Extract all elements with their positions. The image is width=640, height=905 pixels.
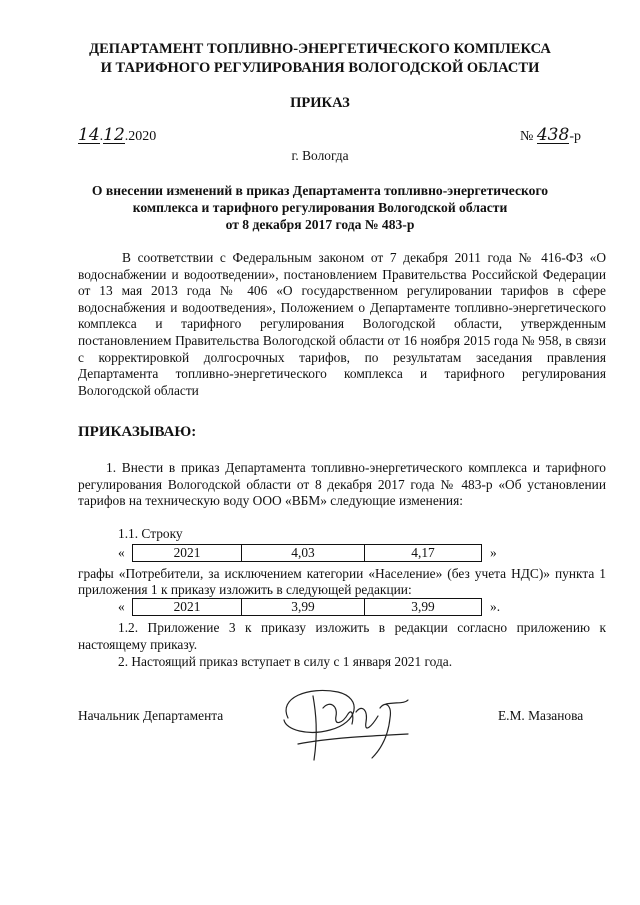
quote-open: «: [118, 545, 125, 560]
title-line-3: от 8 декабря 2017 года № 483-р: [225, 217, 415, 232]
date-day: 14: [78, 125, 100, 145]
old-values-cells: [132, 544, 482, 562]
item-1-1-label: 1.1. Строку: [118, 526, 183, 541]
city: г. Вологда: [291, 148, 349, 163]
quote-close-new: ».: [490, 599, 501, 614]
title-line-1: О внесении изменений в приказ Департамента топливно-энергетического: [91, 183, 549, 198]
middle-paragraph: графы «Потребители, за исключением категории «Население» (без учета НДС)» пункта 1 приложения 1 к приказу изложить в следующей редакции:: [78, 566, 606, 597]
quote-open-new: «: [118, 599, 125, 614]
handwritten-signature-icon: [268, 678, 418, 768]
order-date: [78, 125, 157, 145]
signatory-position: Начальник Департамента: [78, 708, 224, 723]
old-value-1-cell: 4,03: [242, 545, 365, 561]
new-value-2-cell: 3,99: [411, 599, 435, 614]
table-row-old: [118, 544, 497, 562]
item-2-paragraph: 2. Настоящий приказ вступает в силу с 1 января 2021 года.: [118, 654, 453, 669]
new-year-cell: 2021: [133, 599, 242, 615]
org-line-2: И ТАРИФНОГО РЕГУЛИРОВАНИЯ ВОЛОГОДСКОЙ ОБЛАСТИ: [100, 60, 540, 76]
date-year: .2020: [124, 129, 157, 144]
preamble-paragraph: В соответствии с Федеральным законом от 7 декабря 2011 года № 416-ФЗ «О водоснабжении и водоотведении», постановлением Правительства Российской Федерации от 13 мая 2013 года № 406 «О государственном регулировании тарифов в сфере водоснабжения и водоотведения», Положением о Департаменте топливно-энергетического комплекса и тарифного регулирования Вологодской области, утвержденным постановлением Правительства Вологодской области от 16 ноября 2015 года № 958, в связи с корректировкой долгосрочных тарифов, по результатам заседания правления Департамента топливно-энергетического комплекса и тарифного регулирования Вологодской области: [78, 250, 606, 398]
table-row-new: [118, 598, 500, 616]
organization-name: [40, 40, 600, 78]
org-line-1: ДЕПАРТАМЕНТ ТОПЛИВНО-ЭНЕРГЕТИЧЕСКОГО КОМПЛЕКСА: [89, 41, 551, 57]
signatory-name: Е.М. Мазанова: [498, 708, 584, 723]
order-title: [40, 182, 600, 233]
quote-close: »: [490, 545, 497, 560]
date-sep: .: [99, 129, 104, 144]
date-month: 12: [103, 125, 125, 145]
item-1-paragraph: 1. Внести в приказ Департамента топливно-энергетического комплекса и тарифного регулирования Вологодской области от 8 декабря 2017 года № 483-р «Об установлении тарифов на техническую воду ООО «ВБМ» следующие изменения:: [78, 460, 606, 509]
new-values-cells: [132, 598, 482, 616]
number-suffix: -р: [569, 129, 581, 144]
document-type: ПРИКАЗ: [290, 95, 350, 111]
old-year-cell: 2021: [133, 545, 242, 561]
order-word: ПРИКАЗЫВАЮ:: [78, 424, 197, 440]
old-value-2-cell: 4,17: [411, 545, 435, 560]
number-value: 438: [536, 125, 570, 145]
title-line-2: комплекса и тарифного регулирования Вологодской области: [132, 200, 508, 215]
new-value-1-cell: 3,99: [242, 599, 365, 615]
item-1-2-paragraph: 1.2. Приложение 3 к приказу изложить в редакции согласно приложению к настоящему приказу.: [78, 620, 606, 652]
number-prefix: №: [520, 129, 534, 144]
order-number: [520, 125, 581, 145]
